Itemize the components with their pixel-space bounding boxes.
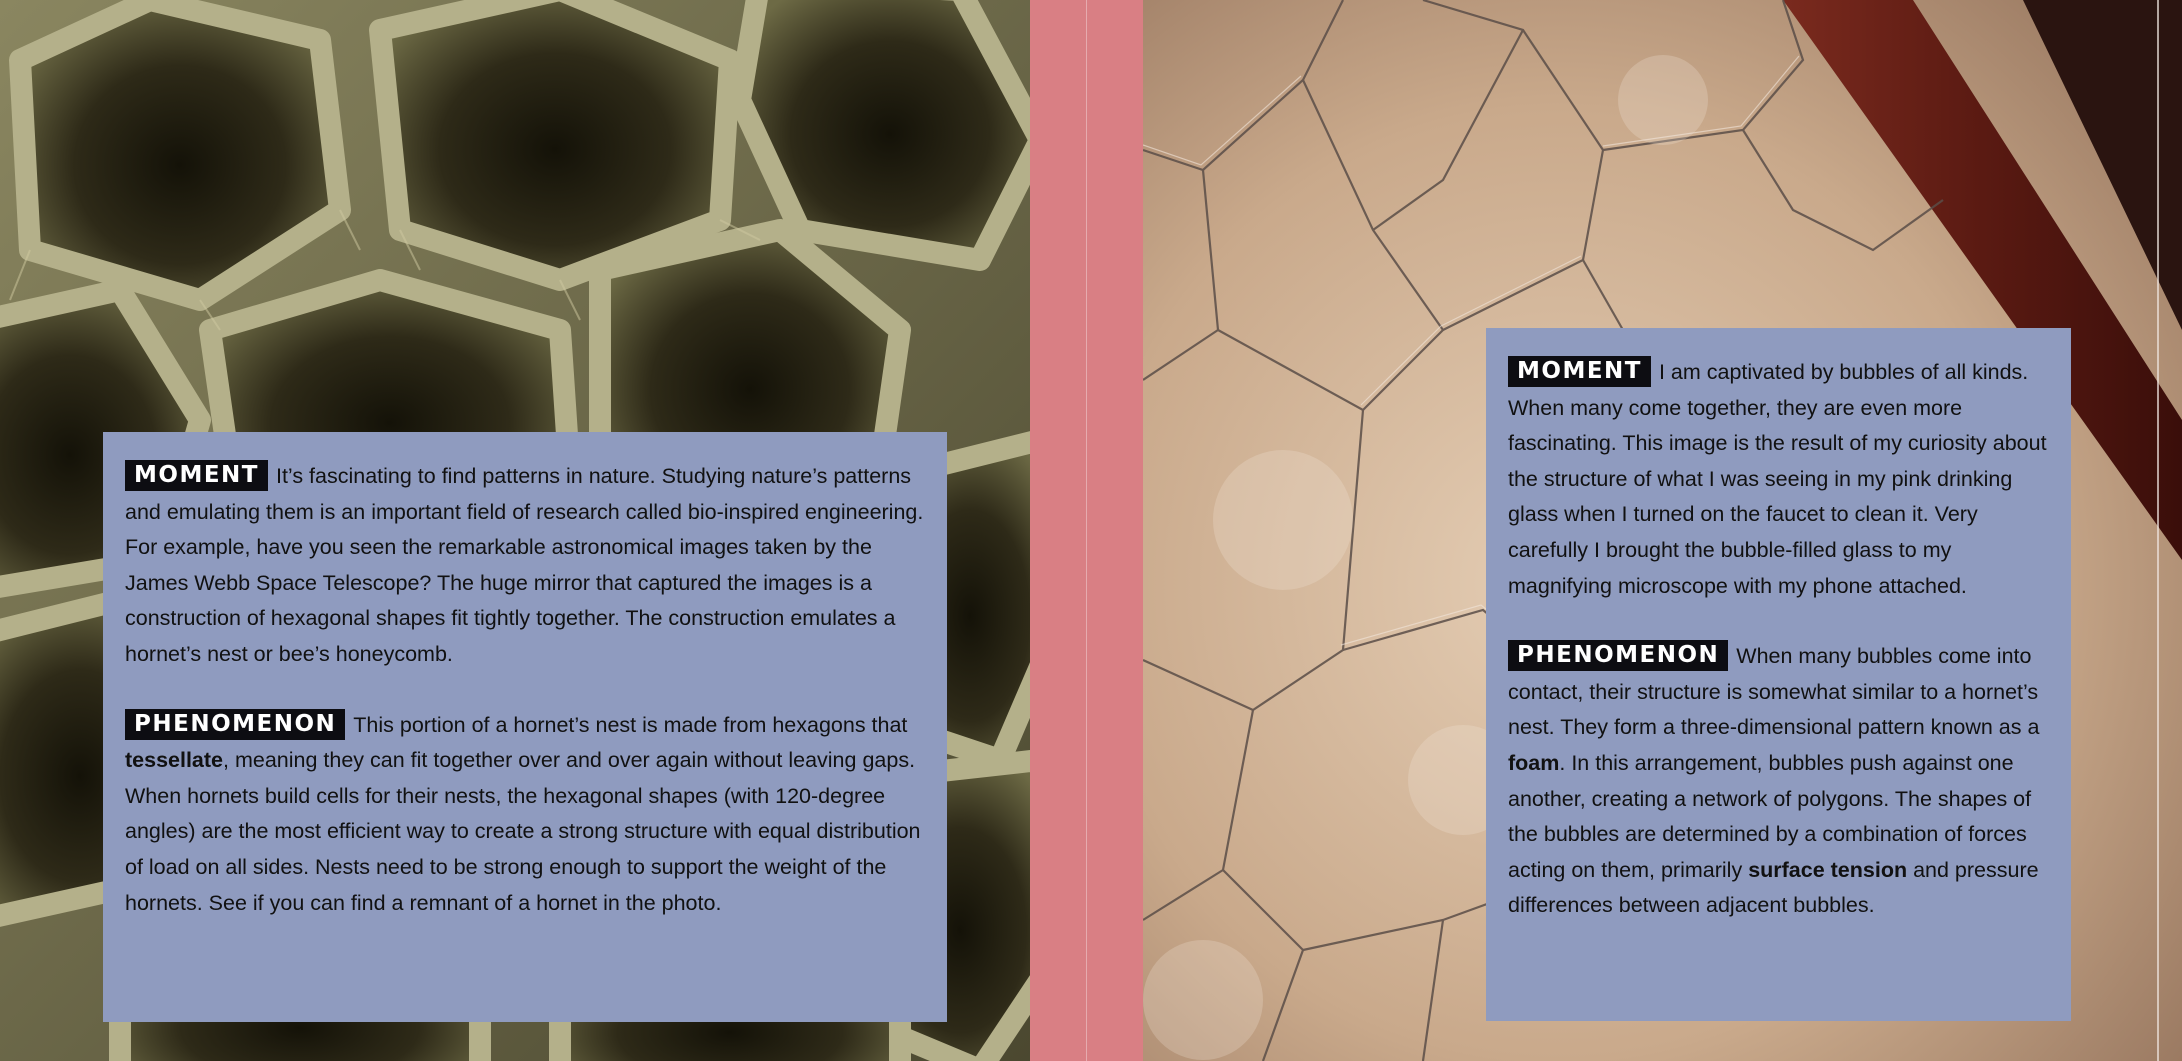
left-phenomenon-paragraph — [125, 708, 925, 922]
right-phenomenon-text-before: When many bubbles come into contact, their structure is somewhat similar to a hornet’s nest. They form a three-dimensional pattern known as a — [1508, 644, 2040, 740]
left-moment-text: It’s fascinating to find patterns in nature. Studying nature’s patterns and emulating them is an important field of research called bio-inspired engineering. For example, have you seen the remarkable astronomical images taken by the James Webb Space Telescope? The huge mirror that captured the images is a construction of hexagonal shapes fit tightly together. The construction emulates a hornet’s nest or bee’s honeycomb. — [125, 464, 924, 666]
right-phenomenon-text-middle: . In this arrangement, bubbles push against one another, creating a network of polygons. The shapes of the bubbles are determined by a combination of forces acting on them, primarily — [1508, 750, 2032, 882]
term-tessellate: tessellate — [125, 748, 224, 773]
phenomenon-tag: PHENOMENON — [1508, 640, 1728, 671]
left-text-box — [103, 432, 947, 1022]
phenomenon-tag: PHENOMENON — [125, 709, 345, 740]
left-phenomenon-text-before: This portion of a hornet’s nest is made from hexagons that — [353, 712, 908, 737]
right-moment-text: I am captivated by bubbles of all kinds. When many come together, they are even more fascinating. This image is the result of my curiosity about the structure of what I was seeing in my pink drinking glass when I turned on the faucet to clean it. Very carefully I brought the bubble-filled glass to my magnifying microscope with my phone attached. — [1508, 360, 2047, 598]
gutter-fold-line — [1086, 0, 1087, 1061]
term-foam: foam — [1508, 750, 1560, 775]
page-gutter — [1030, 0, 1143, 1061]
right-phenomenon-paragraph — [1508, 639, 2049, 924]
right-moment-paragraph — [1508, 355, 2049, 604]
right-text-box — [1486, 328, 2071, 1021]
moment-tag: MOMENT — [125, 460, 268, 491]
moment-tag: MOMENT — [1508, 356, 1651, 387]
left-moment-paragraph — [125, 459, 925, 673]
left-phenomenon-text-after: , meaning they can fit together over and over again without leaving gaps. When hornets build cells for their nests, the hexagonal shapes (with 120-degree angles) are the most efficient way to create a strong structure with equal distribution of load on all sides. Nests need to be strong enough to support the weight of the hornets. See if you can find a remnant of a hornet in the photo. — [125, 748, 921, 915]
term-surface-tension: surface tension — [1748, 857, 1908, 882]
right-phenomenon-text-after: and pressure differences between adjacent bubbles. — [1508, 857, 2039, 918]
